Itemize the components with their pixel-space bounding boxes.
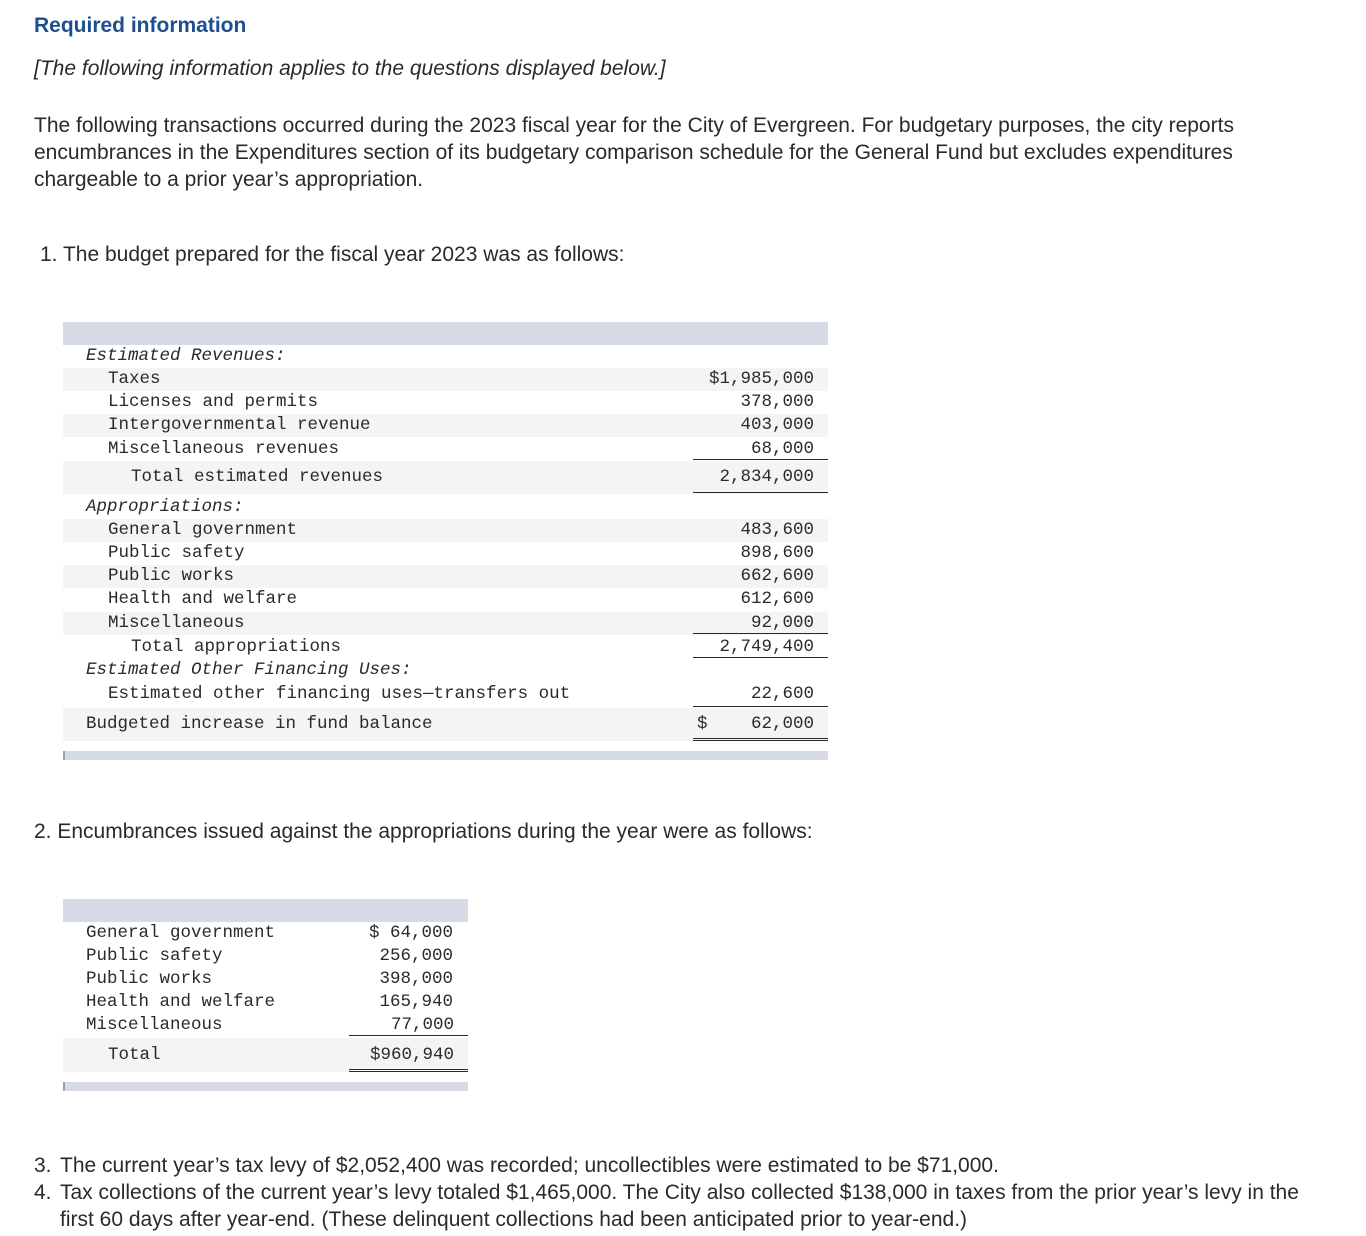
budget-table-footer-bar	[63, 751, 828, 760]
table-row	[63, 1014, 468, 1037]
intergovernmental-value: 403,000	[740, 415, 814, 435]
transfers-out-label: Estimated other financing uses—transfers out	[108, 684, 571, 704]
misc-revenues-label: Miscellaneous revenues	[108, 439, 340, 459]
budgeted-increase-label: Budgeted increase in fund balance	[86, 714, 433, 734]
table-row	[63, 345, 828, 368]
enc-general-government-value: $ 64,000	[368, 923, 453, 943]
total-revenues-label: Total estimated revenues	[131, 467, 384, 487]
table-row	[63, 496, 828, 519]
table-row	[63, 565, 828, 588]
table-row	[63, 968, 468, 991]
table-row	[63, 636, 828, 659]
taxes-label: Taxes	[108, 369, 161, 389]
step-3-text: The current year’s tax levy of $2,052,400 was recorded; uncollectibles were estimated to be $71,000.	[60, 1154, 999, 1177]
table-row	[63, 945, 468, 968]
enc-total-label: Total	[108, 1045, 161, 1065]
other-financing-heading: Estimated Other Financing Uses:	[86, 660, 412, 680]
public-works-value: 662,600	[740, 566, 814, 586]
encumbrances-table	[63, 899, 468, 1092]
total-appropriations-value: 2,749,400	[693, 636, 828, 658]
enc-health-welfare-label: Health and welfare	[86, 992, 276, 1012]
total-revenues-value: 2,834,000	[693, 461, 828, 493]
intro-paragraph: The following transactions occurred during the 2023 fiscal year for the City of Evergreen. For budgetary purposes, the city reports encumbrances in the Expenditures section of its budgetary comparison schedule for the General Fund but excludes expenditures chargeable to a prior year’s appropriation.	[34, 114, 1234, 191]
table-row	[63, 414, 828, 437]
licenses-value: 378,000	[740, 392, 814, 412]
general-government-label: General government	[108, 520, 298, 540]
miscellaneous-label: Miscellaneous	[108, 613, 245, 633]
table-row	[63, 542, 828, 565]
enc-public-works-label: Public works	[86, 969, 213, 989]
transfers-out-value: 22,600	[693, 681, 828, 707]
health-welfare-label: Health and welfare	[108, 589, 298, 609]
enc-health-welfare-value: 165,940	[379, 992, 453, 1012]
table-row	[63, 681, 828, 707]
step-2-text: 2. Encumbrances issued against the appropriations during the year were as follows:	[34, 820, 813, 843]
budgeted-increase-currency: $	[697, 714, 708, 734]
applies-note: [The following information applies to the questions displayed below.]	[34, 57, 666, 80]
table-row	[63, 1038, 468, 1072]
intergovernmental-label: Intergovernmental revenue	[108, 415, 371, 435]
health-welfare-value: 612,600	[740, 589, 814, 609]
table-row	[63, 588, 828, 611]
required-information-heading: Required information	[34, 14, 247, 37]
estimated-revenues-heading: Estimated Revenues:	[86, 346, 286, 366]
enc-public-safety-value: 256,000	[379, 946, 453, 966]
table-row	[63, 391, 828, 414]
step-4-number: 4.	[34, 1181, 52, 1204]
enc-total-value: $960,940	[349, 1038, 468, 1072]
encumbrances-table-footer-bar	[63, 1082, 468, 1091]
public-safety-value: 898,600	[740, 543, 814, 563]
step-4-text: Tax collections of the current year’s levy totaled $1,465,000. The City also collected $138,000 in taxes from the prior year’s levy in the first 60 days after year-end. (These delinquent collections had been anticipated prior to year-end.)	[60, 1181, 1299, 1231]
licenses-label: Licenses and permits	[108, 392, 319, 412]
miscellaneous-value: 92,000	[693, 612, 828, 634]
table-row	[63, 612, 828, 635]
budget-table-header-bar	[63, 322, 828, 345]
table-row	[63, 708, 828, 741]
table-row	[63, 991, 468, 1014]
enc-miscellaneous-value: 77,000	[349, 1014, 468, 1036]
public-safety-label: Public safety	[108, 543, 245, 563]
appropriations-heading: Appropriations:	[86, 497, 244, 517]
steps-3-4	[34, 1152, 1334, 1233]
taxes-value: $1,985,000	[708, 369, 814, 389]
table-row	[63, 519, 828, 542]
enc-public-works-value: 398,000	[379, 969, 453, 989]
step-3	[34, 1152, 1334, 1179]
enc-miscellaneous-label: Miscellaneous	[86, 1015, 223, 1035]
public-works-label: Public works	[108, 566, 235, 586]
encumbrances-table-header-bar	[63, 899, 468, 922]
step-3-number: 3.	[34, 1154, 52, 1177]
budgeted-increase-value: 62,000	[693, 708, 828, 741]
table-row	[63, 461, 828, 494]
step-4	[34, 1179, 1334, 1233]
total-appropriations-label: Total appropriations	[131, 637, 342, 657]
table-row	[63, 438, 828, 461]
step-1-text: 1. The budget prepared for the fiscal year 2023 was as follows:	[40, 243, 625, 266]
budget-table	[63, 322, 828, 760]
table-row	[63, 922, 468, 945]
misc-revenues-value: 68,000	[693, 438, 828, 460]
general-government-value: 483,600	[740, 520, 814, 540]
enc-public-safety-label: Public safety	[86, 946, 223, 966]
table-row	[63, 659, 828, 682]
enc-general-government-label: General government	[86, 923, 276, 943]
table-row	[63, 368, 828, 391]
